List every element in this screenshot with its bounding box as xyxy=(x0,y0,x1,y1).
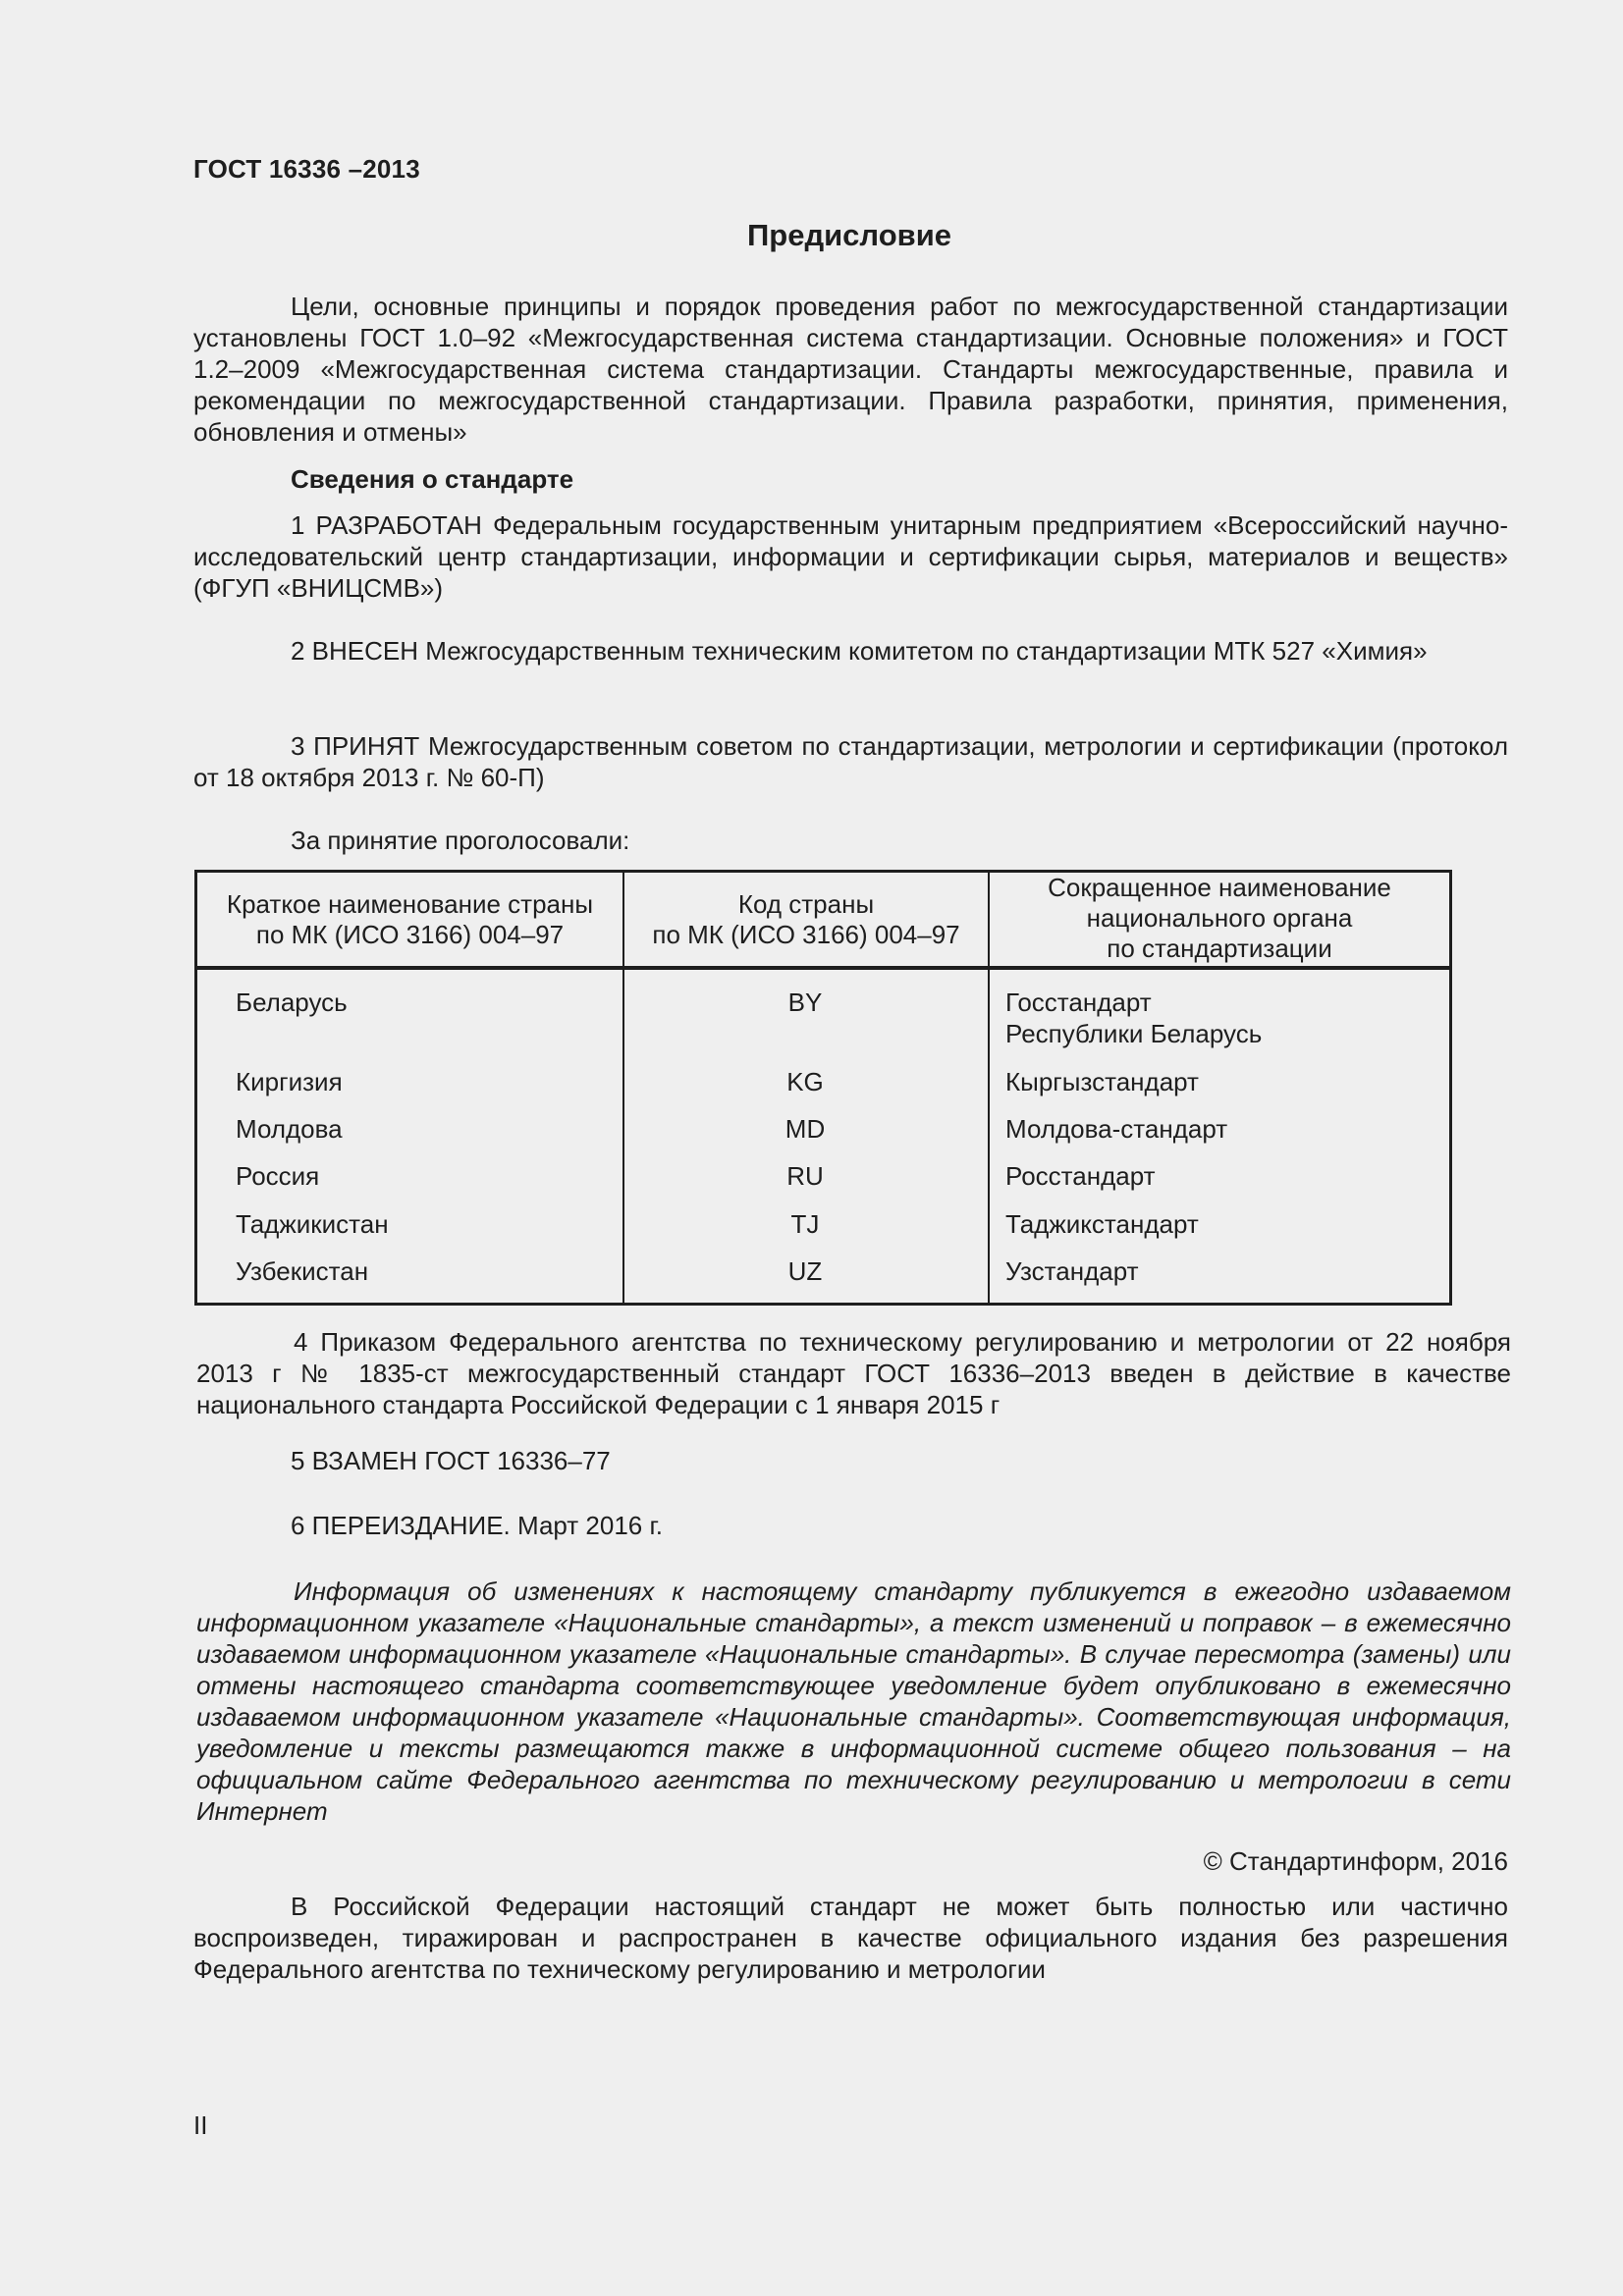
header-line: по стандартизации xyxy=(1107,934,1332,963)
paragraph-adopted: 3 ПРИНЯТ Межгосударственным советом по стандартизации, метрологии и сертификации (протокол от 18 октября 2013 г. № 60-П) xyxy=(193,731,1508,792)
table-cell-body xyxy=(1005,987,1262,1049)
page-title: Предисловие xyxy=(746,218,951,252)
table-cell-code: BY xyxy=(787,988,823,1017)
page-number: II xyxy=(193,2110,208,2140)
header-line: по МК (ИСО 3166) 004–97 xyxy=(255,920,565,949)
table-cell-body: Таджикстандарт xyxy=(1005,1209,1199,1239)
table-cell-country: Киргизия xyxy=(236,1067,343,1096)
voting-table xyxy=(194,870,1452,1306)
table-cell-country: Таджикистан xyxy=(236,1209,389,1239)
table-cell-country: Россия xyxy=(236,1161,320,1191)
paragraph-order: 4 Приказом Федерального агентства по техническому регулированию и метрологии от 22 ноября 2013 г № 1835-ст межгосударственный стандарт ГОСТ 16336–2013 введен в действие в качестве национального стандарта Российской Федерации с 1 января 2015 г xyxy=(196,1327,1511,1419)
table-cell-body: Росстандарт xyxy=(1005,1161,1156,1191)
header-line: Сокращенное наименование xyxy=(1048,873,1391,902)
body-line: Госстандарт xyxy=(1005,988,1152,1017)
table-header-code xyxy=(624,889,988,950)
header-line: национального органа xyxy=(1086,903,1353,933)
table-cell-code: KG xyxy=(786,1067,824,1096)
table-cell-code: UZ xyxy=(787,1256,823,1286)
vote-intro: За принятие проголосовали: xyxy=(291,826,630,855)
table-cell-country: Беларусь xyxy=(236,988,348,1017)
header-line: по МК (ИСО 3166) 004–97 xyxy=(652,920,960,949)
table-cell-country: Узбекистан xyxy=(236,1256,369,1286)
section-heading: Сведения о стандарте xyxy=(291,464,574,494)
document-number: ГОСТ 16336 –2013 xyxy=(193,154,420,184)
header-line: Код страны xyxy=(737,889,875,919)
paragraph-reissue: 6 ПЕРЕИЗДАНИЕ. Март 2016 г. xyxy=(291,1511,664,1540)
paragraph-submitted: 2 ВНЕСЕН Межгосударственным техническим комитетом по стандартизации МТК 527 «Химия» xyxy=(291,636,1428,666)
table-header-country xyxy=(197,889,622,950)
intro-paragraph: Цели, основные принципы и порядок проведения работ по межгосударственной стандартизации установлены ГОСТ 1.0–92 «Межгосударственная система стандартизации. Основные положения» и ГОСТ 1.2–2009 «Межгосударственная система стандартизации. Стандарты межгосударственные, правила и рекомендации по межгосударственной стандартизации. Правила разработки, принятия, применения, обновления и отмены» xyxy=(193,292,1508,447)
paragraph-developed: 1 РАЗРАБОТАН Федеральным государственным унитарным предприятием «Всероссийский научно-исследовательский центр стандартизации, информации и сертификации сырья, материалов и веществ» (ФГУП «ВНИЦСМВ») xyxy=(193,510,1508,603)
legal-paragraph: В Российской Федерации настоящий стандарт не может быть полностью или частично воспроизведен, тиражирован и распространен в качестве официального издания без разрешения Федерального агентства по техническому регулированию и метрологии xyxy=(193,1892,1508,1984)
copyright: © Стандартинформ, 2016 xyxy=(1203,1846,1508,1876)
table-cell-body: Узстандарт xyxy=(1005,1256,1139,1286)
table-header-divider xyxy=(197,966,1449,970)
table-cell-country: Молдова xyxy=(236,1114,343,1144)
notice-paragraph: Информация об изменениях к настоящему стандарту публикуется в ежегодно издаваемом информационном указателе «Национальные стандарты», а текст изменений и поправок – в ежемесячно издаваемом информационном указателе «Национальные стандарты». В случае пересмотра (замены) или отмены настоящего стандарта соответствующее уведомление будет опубликовано в ежемесячно издаваемом информационном указателе «Национальные стандарты». Соответствующая информация, уведомление и тексты размещаются также в информационной системе общего пользования – на официальном сайте Федерального агентства по техническому регулированию и метрологии в сети Интернет xyxy=(196,1576,1511,1826)
table-header-body xyxy=(990,873,1449,964)
table-cell-code: MD xyxy=(784,1114,826,1144)
paragraph-replaces: 5 ВЗАМЕН ГОСТ 16336–77 xyxy=(291,1446,611,1475)
table-cell-code: RU xyxy=(786,1161,824,1191)
body-line: Республики Беларусь xyxy=(1005,1019,1263,1048)
table-cell-code: TJ xyxy=(790,1209,820,1239)
header-line: Краткое наименование страны xyxy=(226,889,594,919)
table-cell-body: Кыргызстандарт xyxy=(1005,1067,1199,1096)
table-cell-body: Молдова-стандарт xyxy=(1005,1114,1228,1144)
